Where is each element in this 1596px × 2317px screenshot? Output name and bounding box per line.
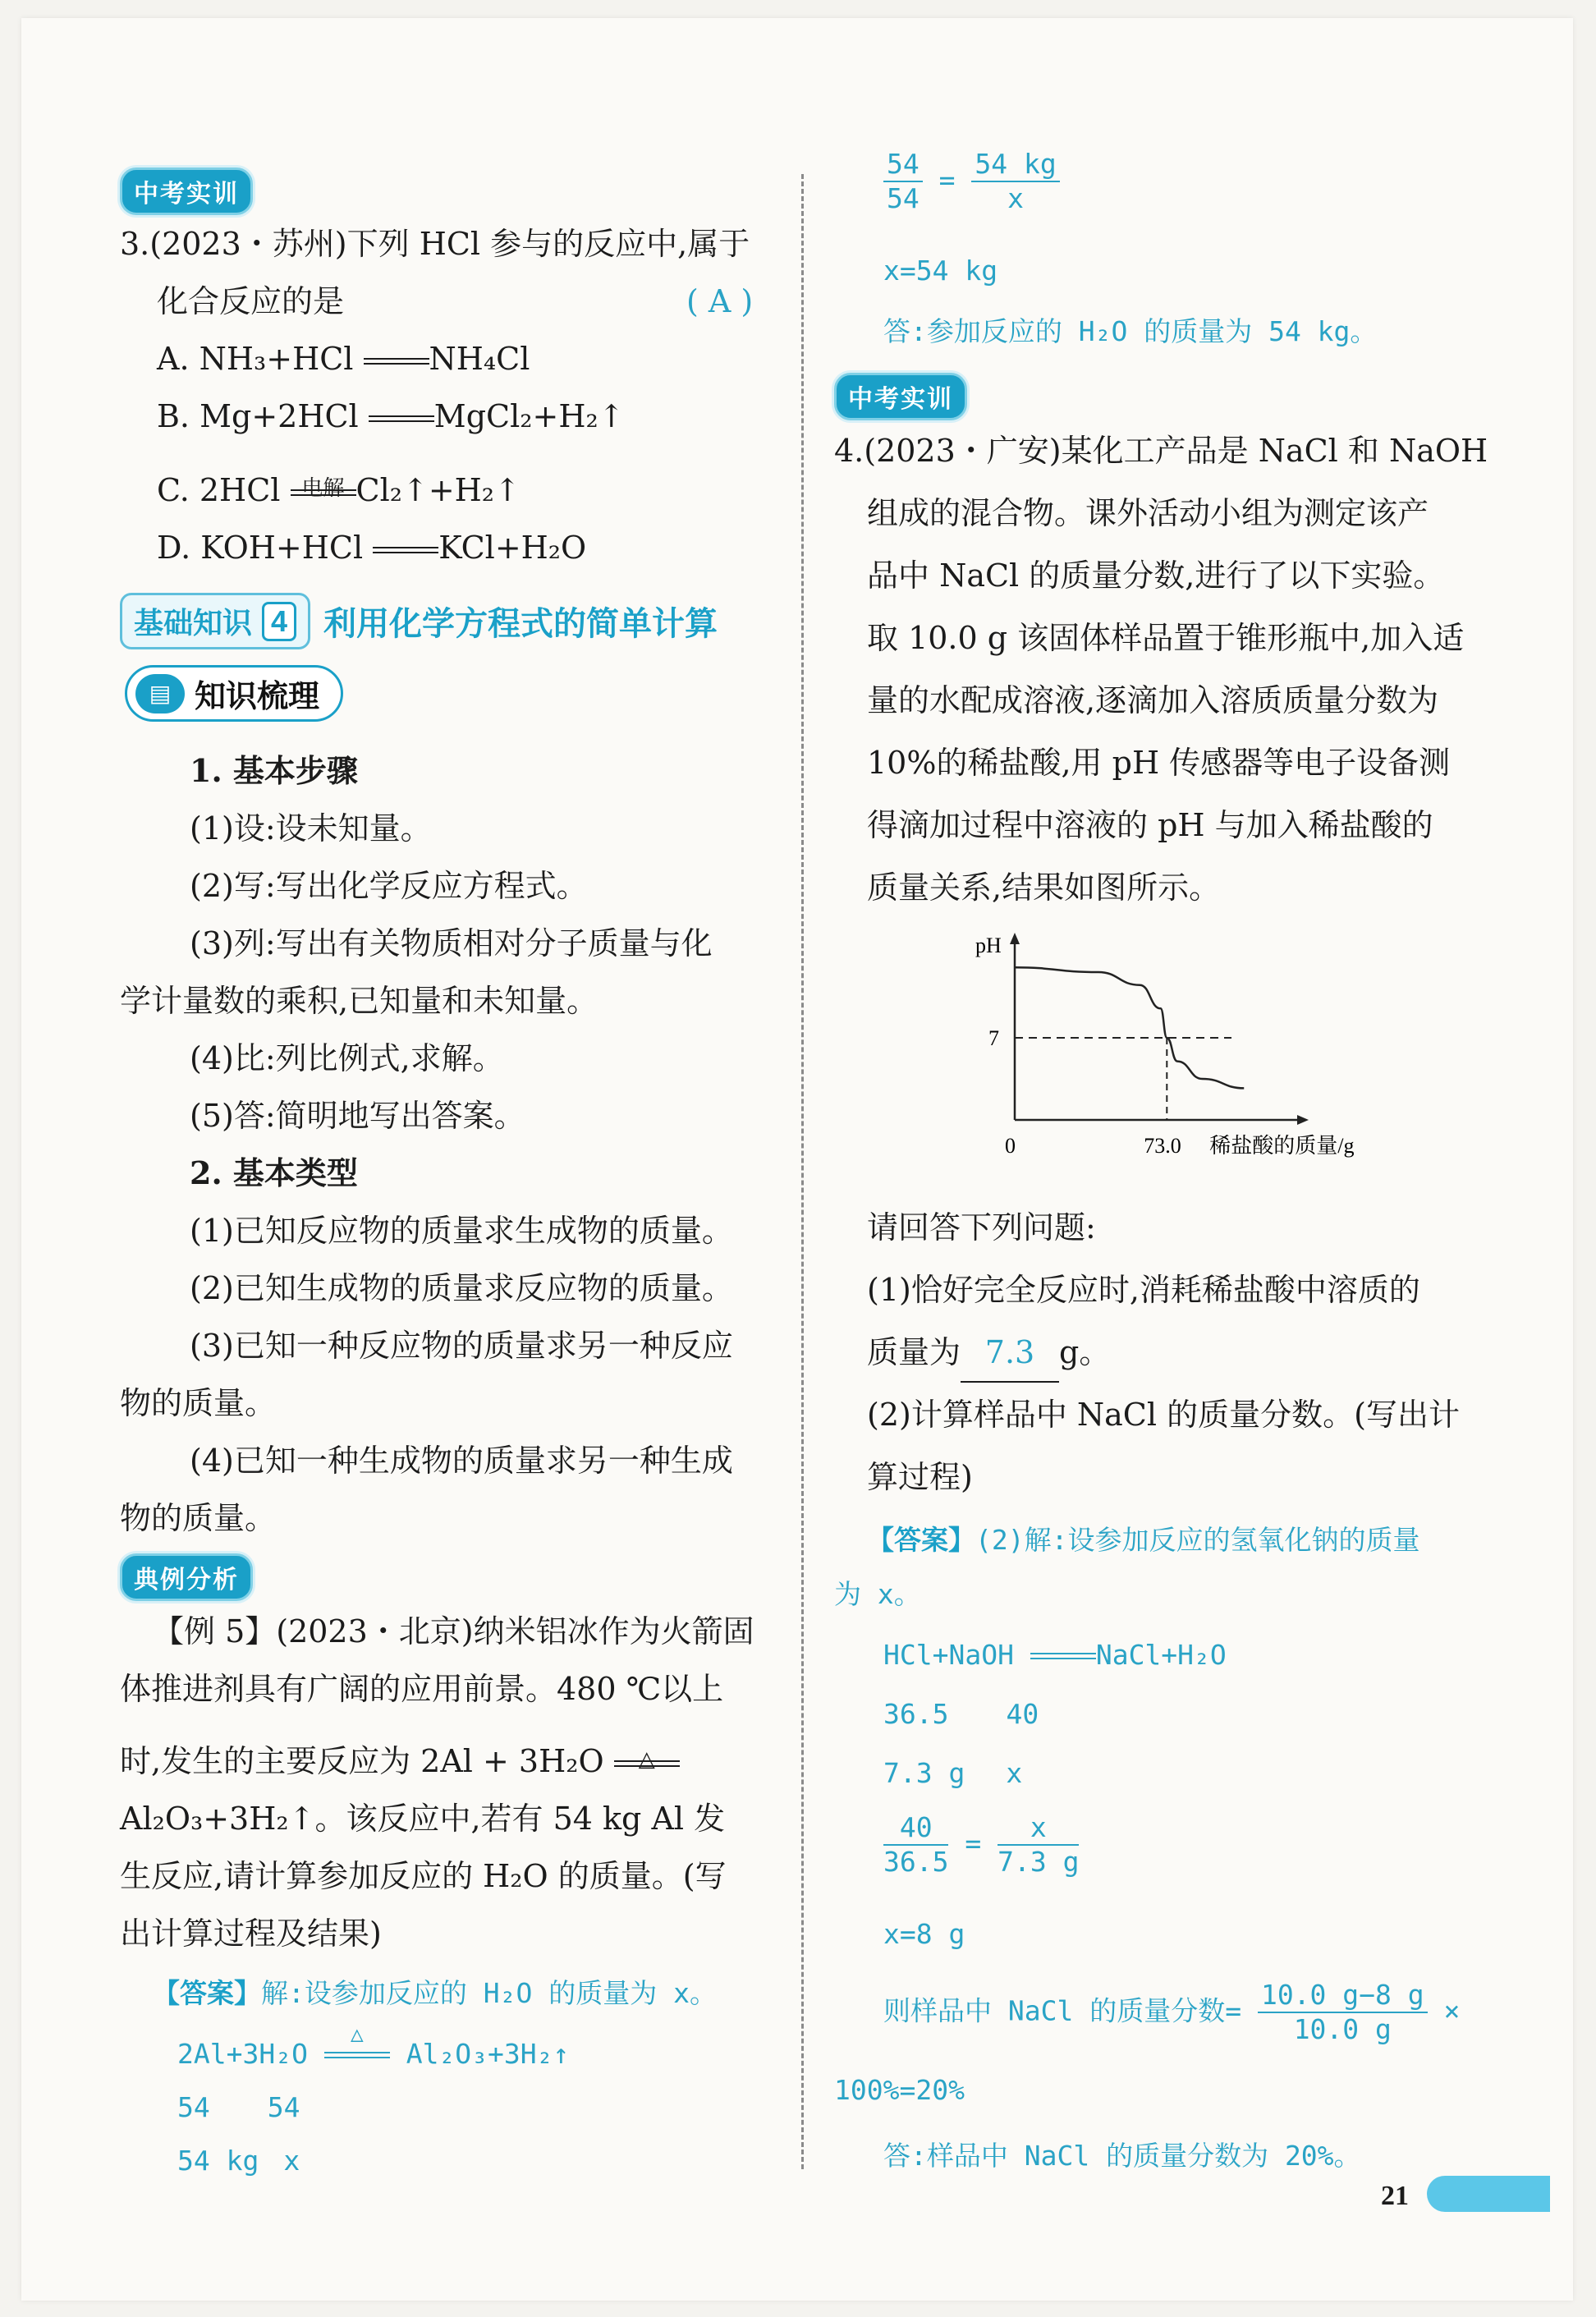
q4-answer-intro-2: 为 x。 bbox=[834, 1578, 921, 1610]
column-divider bbox=[801, 174, 804, 2169]
ex5-line1: 【例 5】(2023・北京)纳米铝冰作为火箭固 bbox=[153, 1613, 754, 1649]
q4-line7: 得滴加过程中溶液的 pH 与加入稀盐酸的 bbox=[867, 807, 1433, 843]
q4-line3: 品中 NaCl 的质量分数,进行了以下实验。 bbox=[867, 557, 1445, 594]
badge-example: 典例分析 bbox=[120, 1553, 253, 1601]
q4-fraction-line: 则样品中 NaCl 的质量分数= $\frac{10.0 g-8 g}{10.0 g}$ × bbox=[883, 1979, 1461, 2045]
types-heading: 2. 基本类型 bbox=[190, 1154, 358, 1191]
step-2: (2)写:写出化学反应方程式。 bbox=[190, 868, 588, 904]
q4-line4: 取 10.0 g 该固体样品置于锥形瓶中,加入适 bbox=[867, 620, 1465, 656]
chart-y-arrow bbox=[1010, 933, 1020, 944]
ph-chart bbox=[974, 929, 1355, 1176]
q4-equation: HCl+NaOH NaCl+H₂O bbox=[883, 1639, 1227, 1671]
q4-part2a: (2)计算样品中 NaCl 的质量分数。(写出计 bbox=[867, 1397, 1460, 1433]
q4-answer-intro: 【答案】(2)解:设参加反应的氢氧化钠的质量 bbox=[867, 1524, 1420, 1556]
q4-line5: 量的水配成溶液,逐滴加入溶质质量分数为 bbox=[867, 682, 1439, 718]
section-title: 利用化学方程式的简单计算 bbox=[323, 606, 718, 642]
ex5-line4: Al₂O₃+3H₂↑。该反应中,若有 54 kg Al 发 bbox=[120, 1801, 726, 1837]
q4-result: x=8 g bbox=[883, 1918, 965, 1950]
ex5-mass-row: 54 kg x bbox=[177, 2145, 300, 2177]
ex5-molar-row: 54 54 bbox=[177, 2091, 300, 2123]
chart-xtick-73: 73.0 bbox=[1144, 1134, 1181, 1158]
q3-answer: ( A ) bbox=[686, 283, 754, 319]
knowledge-sort-pill: ▤ 知识梳理 bbox=[125, 665, 343, 722]
badge-exam-practice-2: 中考实训 bbox=[834, 373, 967, 420]
step-4: (4)比:列比例式,求解。 bbox=[190, 1040, 504, 1076]
q3-option-a: A. NH₃+HCl NH₄Cl bbox=[157, 341, 530, 377]
q4-proportion: $\frac{40}{36.5}$ = $\frac{x}{7.3 g}$ bbox=[883, 1811, 1080, 1878]
chart-ylabel: pH bbox=[975, 934, 1002, 957]
q3-option-c: C. 2HCl 电解 Cl₂↑+H₂↑ bbox=[157, 472, 521, 508]
q4-line1: 4.(2023・广安)某化工产品是 NaCl 和 NaOH bbox=[834, 433, 1488, 469]
type-3a: (3)已知一种反应物的质量求另一种反应 bbox=[190, 1328, 733, 1364]
chart-x-arrow bbox=[1297, 1115, 1309, 1125]
type-1: (1)已知反应物的质量求生成物的质量。 bbox=[190, 1213, 733, 1249]
page bbox=[21, 18, 1573, 2301]
steps-heading: 1. 基本步骤 bbox=[190, 752, 358, 789]
q4-final-answer: 答:样品中 NaCl 的质量分数为 20%。 bbox=[883, 2140, 1361, 2172]
step-3a: (3)列:写出有关物质相对分子质量与化 bbox=[190, 925, 713, 961]
ex5-final-answer: 答:参加反应的 H₂O 的质量为 54 kg。 bbox=[883, 315, 1378, 347]
q4-molar-row: 36.5 40 bbox=[883, 1698, 1039, 1730]
q4-answer-blank: 7.3 bbox=[961, 1324, 1059, 1383]
q4-line8: 质量关系,结果如图所示。 bbox=[867, 869, 1221, 906]
page-number-bar bbox=[1427, 2176, 1550, 2212]
q4-part1a: (1)恰好完全反应时,消耗稀盐酸中溶质的 bbox=[867, 1272, 1420, 1308]
type-2: (2)已知生成物的质量求反应物的质量。 bbox=[190, 1270, 733, 1306]
chart-ytick-7: 7 bbox=[988, 1026, 999, 1050]
ex5-result: x=54 kg bbox=[883, 255, 998, 287]
section-header bbox=[120, 593, 718, 649]
q4-part1b: 质量为 7.3 g。 bbox=[867, 1324, 1110, 1383]
ex5-line6: 出计算过程及结果) bbox=[120, 1916, 382, 1952]
q3-stem-line2: 化合反应的是 bbox=[157, 283, 345, 319]
q4-line6: 10%的稀盐酸,用 pH 传感器等电子设备测 bbox=[867, 745, 1451, 781]
q3-option-b: B. Mg+2HCl MgCl₂+H₂↑ bbox=[157, 398, 625, 434]
ex5-answer-intro: 【答案】解:设参加反应的 H₂O 的质量为 x。 bbox=[153, 1977, 717, 2009]
q4-mass-row: 7.3 g x bbox=[883, 1757, 1023, 1789]
q4-part2b: 算过程) bbox=[867, 1459, 973, 1495]
badge-exam-practice: 中考实训 bbox=[120, 167, 253, 215]
ex5-equation: 2Al+3H₂O △ Al₂O₃+3H₂↑ bbox=[177, 2021, 570, 2070]
q3-stem-line1: 3.(2023・苏州)下列 HCl 参与的反应中,属于 bbox=[120, 226, 750, 262]
type-4a: (4)已知一种生成物的质量求另一种生成 bbox=[190, 1443, 733, 1479]
q4-line2: 组成的混合物。课外活动小组为测定该产 bbox=[867, 495, 1429, 531]
type-4b: 物的质量。 bbox=[120, 1500, 277, 1536]
ex5-line3: 时,发生的主要反应为 2Al + 3H₂O △ bbox=[120, 1732, 680, 1790]
book-icon: ▤ bbox=[135, 674, 185, 713]
ex5-proportion: $\frac{54}{54}$ = $\frac{54 kg}{x}$ bbox=[883, 148, 1060, 215]
q4-percent: 100%=20% bbox=[834, 2074, 965, 2106]
step-1: (1)设:设未知量。 bbox=[190, 810, 432, 847]
chart-xtick-0: 0 bbox=[1005, 1134, 1016, 1158]
q4-ask: 请回答下列问题: bbox=[867, 1209, 1096, 1246]
page-number: 21 bbox=[1381, 2181, 1409, 2211]
step-5: (5)答:简明地写出答案。 bbox=[190, 1098, 525, 1134]
q3-option-d: D. KOH+HCl KCl+H₂O bbox=[157, 530, 587, 566]
chart-series-line bbox=[1015, 967, 1244, 1088]
ex5-line5: 生反应,请计算参加反应的 H₂O 的质量。(写 bbox=[120, 1858, 727, 1894]
step-3b: 学计量数的乘积,已知量和未知量。 bbox=[120, 983, 598, 1019]
type-3b: 物的质量。 bbox=[120, 1385, 277, 1421]
section-label-box: 基础知识 4 bbox=[120, 593, 310, 649]
chart-xlabel: 稀盐酸的质量/g bbox=[1209, 1134, 1355, 1158]
ex5-line2: 体推进剂具有广阔的应用前景。480 ℃以上 bbox=[120, 1671, 724, 1707]
